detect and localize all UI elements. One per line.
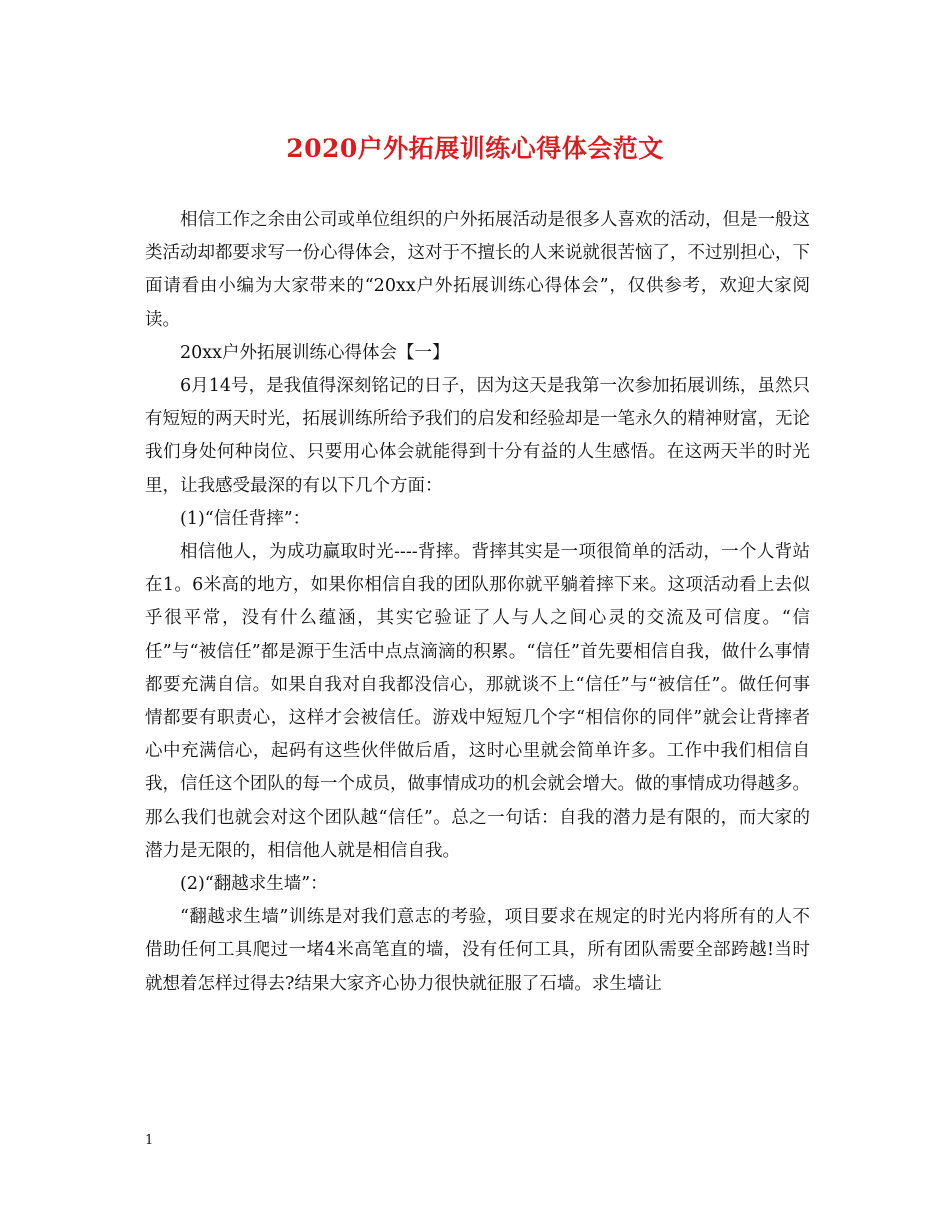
subheading-survival-wall: (2)“翻越求生墙”： — [180, 874, 328, 895]
subheading-trust-fall: (1)“信任背摔”： — [180, 508, 311, 529]
document-title: 2020户外拓展训练心得体会范文 — [286, 134, 664, 163]
intro-paragraph: 相信工作之余由公司或单位组织的户外拓展活动是很多人喜欢的活动，但是一般这类活动却都要求写一份心得体会，这对于不擅长的人来说就很苦恼了，不过别担心，下面请看由小编为大家带来的“20xx户外拓展训练心得体会”，仅供参考，欢迎大家阅读。 — [145, 210, 810, 330]
body-paragraph: “翻越求生墙”训练是对我们意志的考验，项目要求在规定的时光内将所有的人不借助任何工具爬过一堵4米高笔直的墙，没有任何工具，所有团队需要全部跨越!当时就想着怎样过得去?结果大家齐心协力很快就征服了石墙。求生墙让 — [145, 907, 810, 994]
section-heading: 20xx户外拓展训练心得体会【一】 — [180, 342, 450, 363]
document-body — [145, 204, 810, 1001]
body-paragraph: 6月14号，是我值得深刻铭记的日子，因为这天是我第一次参加拓展训练，虽然只有短短的两天时光，拓展训练所给予我们的启发和经验却是一笔永久的精神财富，无论我们身处何种岗位、只要用心体会就能得到十分有益的人生感悟。在这两天半的时光里，让我感受最深的有以下几个方面： — [145, 376, 810, 496]
body-paragraph: 相信他人，为成功赢取时光----背摔。背摔其实是一项很简单的活动，一个人背站在1。6米高的地方，如果你相信自我的团队那你就平躺着摔下来。这项活动看上去似乎很平常，没有什么蕴涵，其实它验证了人与人之间心灵的交流及可信度。“信任”与“被信任”都是源于生活中点点滴滴的积累。“信任”首先要相信自我，做什么事情都要充满自信。如果自我对自我都没信心，那就谈不上“信任”与“被信任”。做任何事情都要有职责心，这样才会被信任。游戏中短短几个字“相信你的同伴”就会让背摔者心中充满信心，起码有这些伙伴做后盾，这时心里就会简单许多。工作中我们相信自我，信任这个团队的每一个成员，做事情成功的机会就会增大。做的事情成功得越多。那么我们也就会对这个团队越“信任”。总之一句话：自我的潜力是有限的，而大家的潜力是无限的，相信他人就是相信自我。 — [145, 542, 810, 861]
page-number: 1 — [145, 1133, 154, 1148]
